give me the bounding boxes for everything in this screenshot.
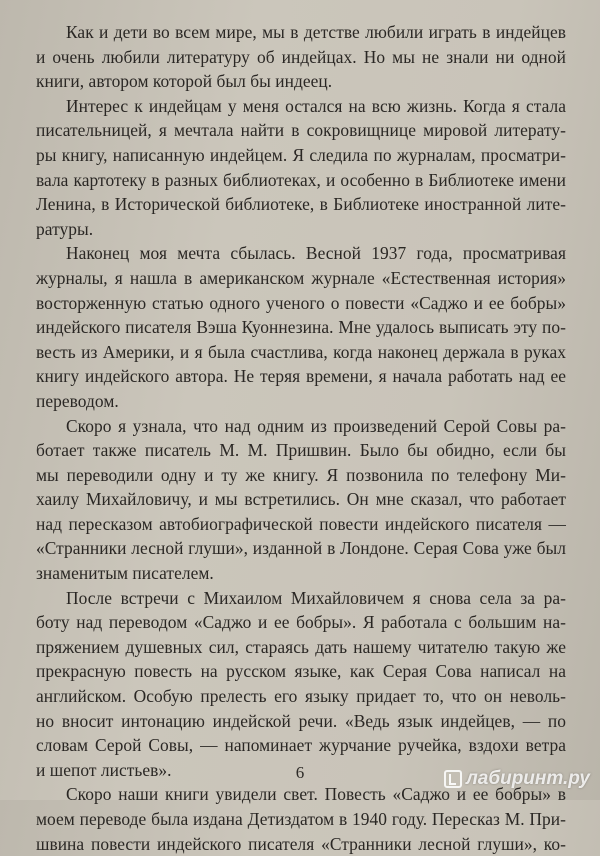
text-line: «Странники лесной глуши», изданной в Лондоне. Серая Сова уже был <box>36 538 566 559</box>
text-line: Скоро я узнала, что над одним из произведений Серой Совы ра- <box>66 415 566 436</box>
text-line: знаменитым писателем. <box>36 563 214 584</box>
text-line: над пересказом автобиографической повести индейского писателя — <box>36 513 566 534</box>
watermark-text: лабиринт.ру <box>465 768 590 789</box>
text-line: прекрасную повесть на русском языке, как Серая Сова написал на <box>36 661 566 682</box>
text-line: словам Серой Совы, — напоминает журчание ручейка, вздохи ветра <box>36 735 566 756</box>
text-line: Как и дети во всем мире, мы в детстве любили играть в индейцев <box>66 22 566 42</box>
page-text <box>36 20 566 856</box>
text-line: английском. Особую прелесть его языку придает то, что он неволь- <box>36 686 566 707</box>
text-line: мы переводили одну и ту же книгу. Я позвонила по телефону Ми- <box>36 464 566 485</box>
text-line: Наконец моя мечта сбылась. Весной 1937 года, просматривая <box>66 243 566 264</box>
text-line: писательницей, я мечтала найти в сокровищнице мировой литерату- <box>36 120 566 141</box>
text-line: Скоро наши книги увидели свет. Повесть «Саджо и ее бобры» в <box>66 784 566 805</box>
text-line: индейского писателя Вэша Куоннезина. Мне удалось выписать эту по- <box>36 317 566 338</box>
text-line: ботает также писатель М. М. Пришвин. Было бы обидно, если бы <box>36 440 566 461</box>
text-line: швина повести индейского писателя «Странники лесной глуши», ко- <box>36 833 566 854</box>
text-line: книгу индейского автора. Не теряя времени, я начала работать над ее <box>36 366 566 387</box>
text-line: ры книгу, написанную индейцем. Я следила по журналам, просматри- <box>36 144 566 165</box>
text-line: книги, автором которой был бы индеец. <box>36 71 333 92</box>
text-line: боту над переводом «Саджо и ее бобры». Я работала с большим на- <box>36 612 566 633</box>
text-line: Интерес к индейцам у меня остался на всю жизнь. Когда я стала <box>66 95 566 116</box>
text-line: пряжением душевных сил, стараясь дать нашему читателю такую же <box>36 636 566 657</box>
text-line: Ленина, в Исторической библиотеке, в Библиотеке иностранной лите- <box>36 194 566 215</box>
text-line: моем переводе была издана Детиздатом в 1940 году. Пересказ М. При- <box>36 809 566 829</box>
text-line: но вносит интонацию индейской речи. «Ведь язык индейцев, — по <box>36 710 566 731</box>
text-line: После встречи с Михаилом Михайловичем я снова села за ра- <box>66 587 566 608</box>
text-line: переводом. <box>36 390 119 411</box>
text-line: и очень любили литературу об индейцах. Но мы не знали ни одной <box>36 46 566 67</box>
text-line: вала картотеку в разных библиотеках, и особенно в Библиотеке имени <box>36 169 566 190</box>
page-number: 6 <box>295 763 305 782</box>
text-line: и шепот листьев». <box>36 759 172 780</box>
watermark <box>444 768 590 790</box>
text-line: журналы, я нашла в американском журнале «Естественная история» <box>36 267 566 288</box>
text-line: весть из Америки, и я была счастлива, когда наконец держала в руках <box>36 341 566 362</box>
text-line: хаилу Михайловичу, и мы встретились. Он мне сказал, что работает <box>36 489 566 510</box>
text-line: ратуры. <box>36 218 94 239</box>
labirint-logo-icon <box>444 770 462 788</box>
text-line: восторженную статью одного ученого о повести «Саджо и ее бобры» <box>36 292 566 313</box>
